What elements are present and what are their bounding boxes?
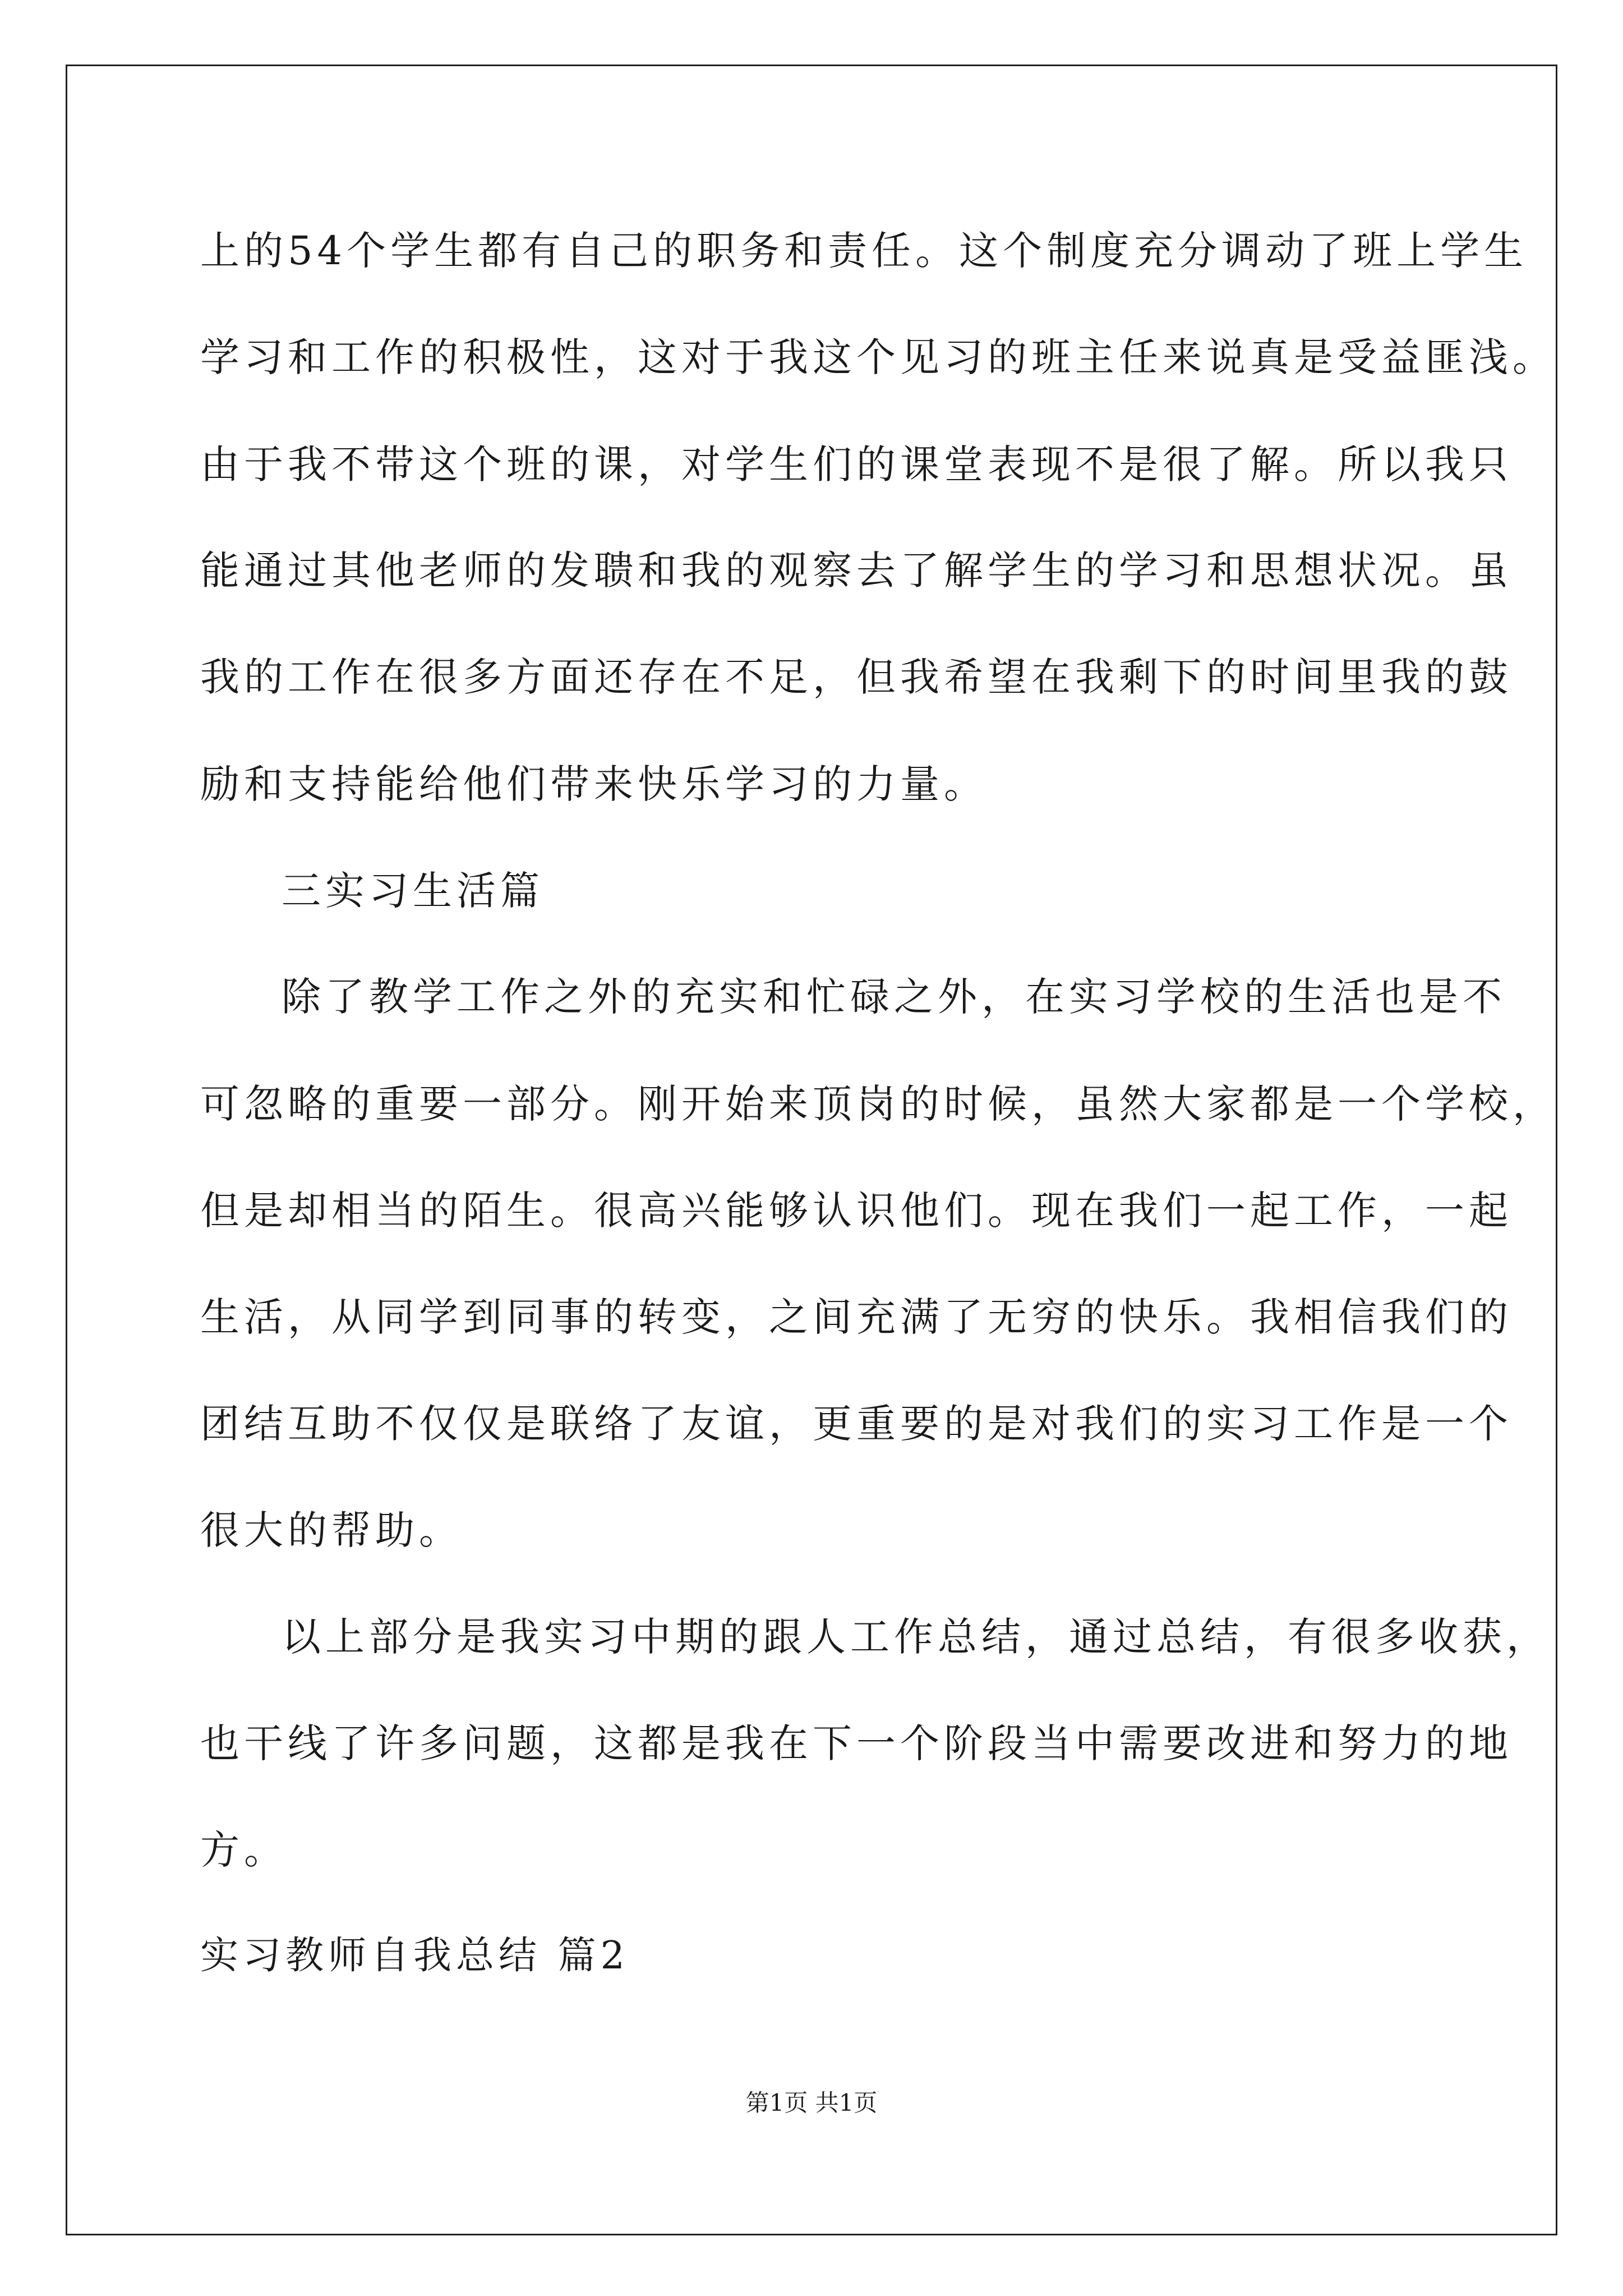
subsection-title: 三实习生活篇 (282, 868, 544, 914)
body-line-5: 我的工作在很多方面还存在不足，但我希望在我剩下的时间里我的鼓 (200, 654, 1513, 700)
page-footer: 第1页 共1页 (745, 2089, 878, 2116)
body-line-14: 以上部分是我实习中期的跟人工作总结，通过总结，有很多收获， (282, 1614, 1550, 1660)
body-line-12: 团结互助不仅仅是联络了友谊，更重要的是对我们的实习工作是一个 (200, 1401, 1513, 1447)
body-line-16: 方。 (200, 1827, 288, 1873)
page-border (66, 65, 1557, 2235)
body-line-1: 上的54个学生都有自己的职务和责任。这个制度充分调动了班上学生 (200, 228, 1528, 274)
body-line-8: 除了教学工作之外的充实和忙碌之外，在实习学校的生活也是不 (282, 974, 1506, 1020)
body-line-3: 由于我不带这个班的课，对学生们的课堂表现不是很了解。所以我只 (200, 441, 1513, 487)
section-heading: 实习教师自我总结 篇2 (200, 1934, 629, 1978)
body-line-6: 励和支持能给他们带来快乐学习的力量。 (200, 761, 988, 807)
body-line-10: 但是却相当的陌生。很高兴能够认识他们。现在我们一起工作，一起 (200, 1188, 1513, 1234)
body-line-11: 生活，从同学到同事的转变，之间充满了无穷的快乐。我相信我们的 (200, 1294, 1513, 1340)
body-line-4: 能通过其他老师的发聩和我的观察去了解学生的学习和思想状况。虽 (200, 547, 1513, 593)
body-line-9: 可忽略的重要一部分。刚开始来顶岗的时候，虽然大家都是一个学校， (200, 1081, 1556, 1127)
body-line-15: 也干线了许多问题，这都是我在下一个阶段当中需要改进和努力的地 (200, 1720, 1513, 1766)
body-line-13: 很大的帮助。 (200, 1507, 463, 1553)
body-line-2: 学习和工作的积极性，这对于我这个见习的班主任来说真是受益匪浅。 (200, 334, 1556, 380)
